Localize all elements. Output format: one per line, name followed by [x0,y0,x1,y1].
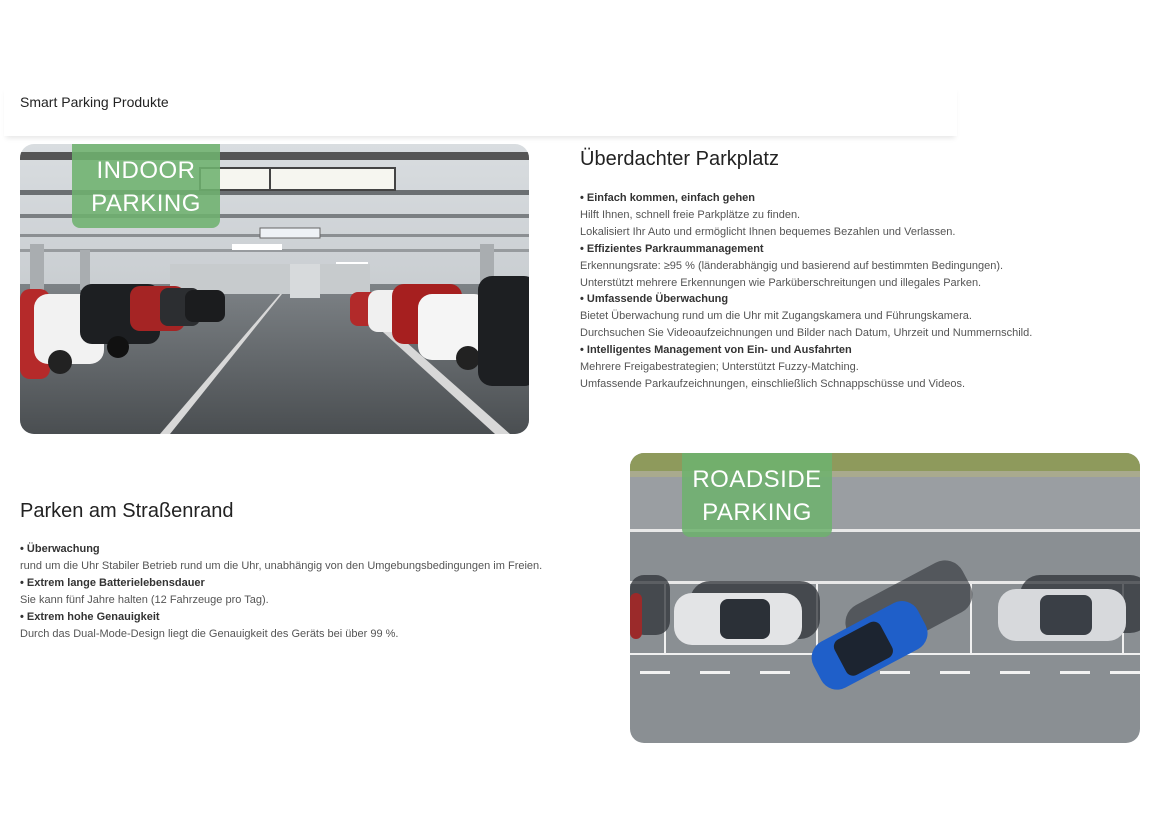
roadside-feature-line: Sie kann fünf Jahre halten (12 Fahrzeuge pro Tag). [20,593,269,606]
indoor-feature-heading: • Intelligentes Management von Ein- und Ausfahrten [580,344,852,357]
indoor-feature-line: Durchsuchen Sie Videoaufzeichnungen und Bilder nach Datum, Uhrzeit und Nummernschild. [580,327,1033,340]
roadside-image-label [682,453,832,537]
indoor-parking-image [20,144,529,434]
roadside-label-line1: ROADSIDE [692,466,822,493]
indoor-feature-line: Umfassende Parkaufzeichnungen, einschließlich Schnappschüsse und Videos. [580,377,966,390]
roadside-feature-list [20,541,550,642]
indoor-label-line2: PARKING [91,190,201,217]
roadside-parking-image [630,453,1140,743]
indoor-feature-list [580,190,1140,393]
indoor-feature-heading: • Effizientes Parkraummanagement [580,242,764,255]
indoor-feature-line: Lokalisiert Ihr Auto und ermöglicht Ihnen bequemes Bezahlen und Verlassen. [580,225,956,238]
indoor-feature-line: Erkennungsrate: ≥95 % (länderabhängig und basierend auf bestimmten Bedingungen). [580,259,1004,272]
roadside-section-title: Parken am Straßenrand [20,500,234,522]
indoor-label-line1: INDOOR [96,157,196,184]
indoor-feature-line: Bietet Überwachung rund um die Uhr mit Zugangskamera und Führungskamera. [580,310,972,323]
indoor-feature-line: Hilft Ihnen, schnell freie Parkplätze zu finden. [580,208,801,221]
roadside-feature-line: rund um die Uhr Stabiler Betrieb rund um die Uhr, unabhängig von den Umgebungsbedingungen im Freien. [20,559,543,572]
indoor-section-title: Überdachter Parkplatz [580,148,779,170]
indoor-image-label [72,144,220,228]
roadside-feature-heading: • Extrem hohe Genauigkeit [20,610,160,623]
indoor-feature-line: Unterstützt mehrere Erkennungen wie Parküberschreitungen und illegales Parken. [580,276,982,289]
roadside-label-line2: PARKING [702,499,812,526]
roadside-feature-line: Durch das Dual-Mode-Design liegt die Genauigkeit des Geräts bei über 99 %. [20,627,399,640]
roadside-feature-heading: • Extrem lange Batterielebensdauer [20,576,205,589]
indoor-feature-line: Mehrere Freigabestrategien; Unterstützt Fuzzy-Matching. [580,361,859,374]
header-bar [4,86,957,136]
page-title: Smart Parking Produkte [20,94,169,110]
indoor-feature-heading: • Umfassende Überwachung [580,293,729,306]
indoor-feature-heading: • Einfach kommen, einfach gehen [580,192,756,204]
roadside-feature-heading: • Überwachung [20,543,100,555]
